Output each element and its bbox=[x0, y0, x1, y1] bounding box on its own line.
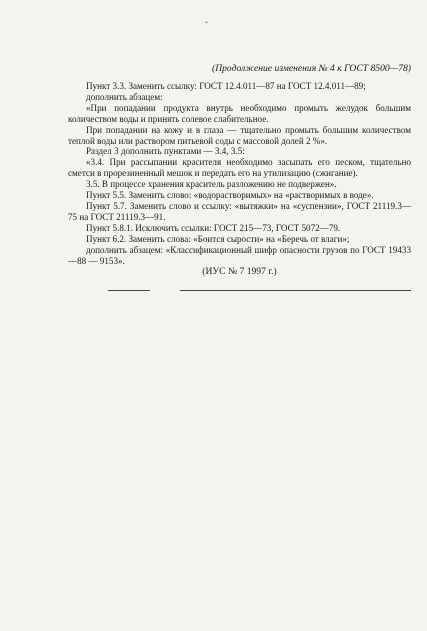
document-body bbox=[68, 81, 411, 266]
paragraph-10: Пункт 5.8.1. Исключить ссылки: ГОСТ 215—73, ГОСТ 5072—79. bbox=[86, 222, 341, 233]
paragraph-5: Раздел 3 дополнить пунктами — 3.4, 3.5: bbox=[86, 146, 245, 157]
paragraph-9: Пункт 5.7. Заменить слово и ссылку: «вытяжки» на «суспензии», ГОСТ 21119.3—75 на ГОСТ 21119.3—91. bbox=[68, 200, 411, 222]
paragraph-2: дополнить абзацем: bbox=[86, 91, 163, 102]
paragraph-11: Пункт 6.2. Заменить слова: «Боится сырости» на «Беречь от влаги»; bbox=[86, 233, 350, 244]
paragraph-8: Пункт 5.5. Заменить слово: «водорастворимых» на «растворимых в воде». bbox=[86, 190, 374, 201]
separator-rule-short bbox=[108, 290, 150, 291]
paragraph-4: При попадании на кожу и в глаза — тщательно промыть большим количеством теплой воды или раствором питьевой соды с массовой долей 2 %». bbox=[68, 124, 411, 146]
paragraph-7: 3.5. В процессе хранения краситель разложению не подвержен». bbox=[86, 179, 337, 190]
paragraph-12: дополнить абзацем: «Классификационный шифр опасности грузов по ГОСТ 19433—88 — 9153». bbox=[68, 244, 411, 266]
page-header: (Продолжение изменения № 4 к ГОСТ 8500—78) bbox=[212, 63, 411, 74]
footer-reference: (ИУС № 7 1997 г.) bbox=[202, 266, 277, 277]
paragraph-3: «При попадании продукта внутрь необходимо промыть желудок большим количеством воды и принять солевое слабительное. bbox=[68, 102, 411, 124]
page-mark: ˇ bbox=[205, 20, 208, 30]
separator-rule-long bbox=[180, 290, 411, 291]
paragraph-1: Пункт 3.3. Заменить ссылку: ГОСТ 12.4.011—87 на ГОСТ 12.4.011—89; bbox=[86, 81, 366, 91]
paragraph-6: «3.4. При рассыпании красителя необходимо засыпать его песком, тщательно сметси в прорезиненный мешок и передать его на утилизацию (сжигание). bbox=[68, 157, 411, 179]
